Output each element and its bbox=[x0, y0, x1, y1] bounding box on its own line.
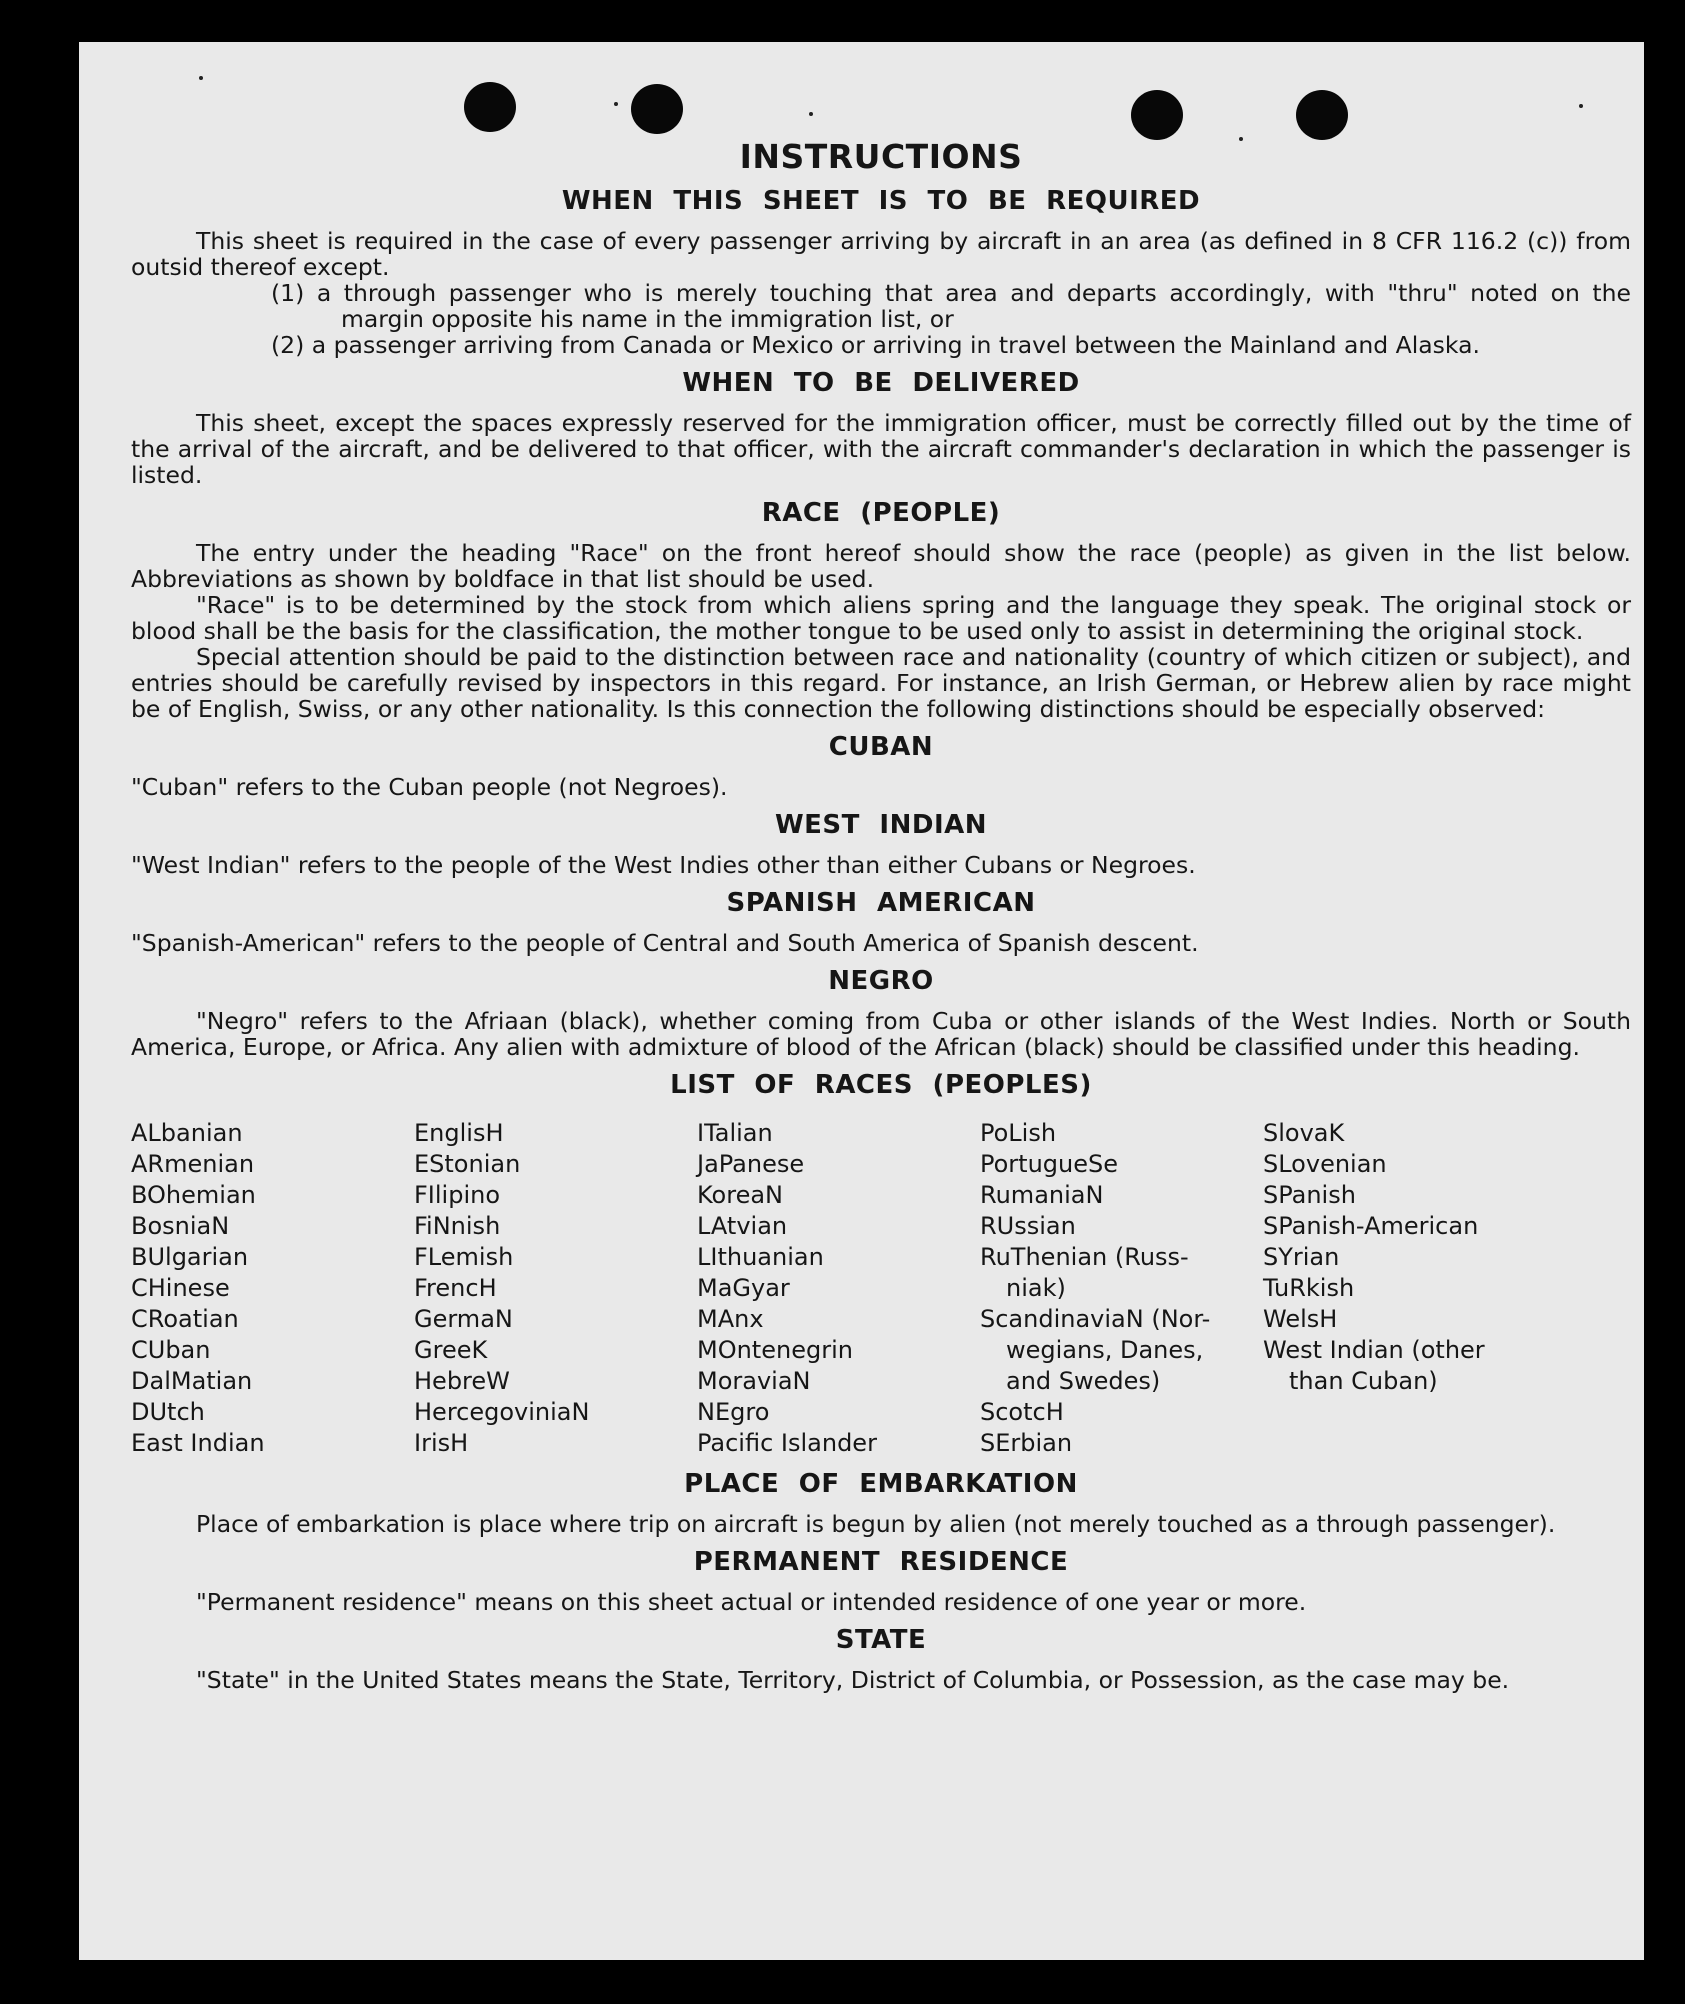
race-entry: CUban bbox=[131, 1336, 211, 1364]
race-entry: IrisH bbox=[414, 1429, 469, 1457]
race-entry: RUssian bbox=[980, 1212, 1076, 1240]
exception-2: (2) a passenger arriving from Canada or Mexico or arriving in travel between the Mainland and Alaska. bbox=[271, 331, 1480, 359]
race-entry: HebreW bbox=[414, 1367, 510, 1395]
race-entry: MOntenegrin bbox=[697, 1336, 853, 1364]
west-indian-text: "West Indian" refers to the people of the West Indies other than either Cubans or Negroes. bbox=[131, 851, 1196, 879]
speck bbox=[809, 112, 813, 116]
heading-west-indian: WEST INDIAN bbox=[774, 810, 988, 840]
race-entry: HercegoviniaN bbox=[414, 1398, 590, 1426]
punch-hole bbox=[464, 82, 516, 132]
race-entry: ScandinaviaN (Nor- bbox=[980, 1305, 1211, 1333]
race-entry: NEgro bbox=[697, 1398, 770, 1426]
embarkation-text: Place of embarkation is place where trip on aircraft is begun by alien (not merely touched as a through passenger). bbox=[196, 1510, 1556, 1538]
cuban-text: "Cuban" refers to the Cuban people (not Negroes). bbox=[131, 773, 728, 801]
heading-spanish-american: SPANISH AMERICAN bbox=[726, 888, 1036, 918]
race-entry: West Indian (other bbox=[1263, 1336, 1485, 1364]
race-entry: SLovenian bbox=[1263, 1150, 1387, 1178]
punch-hole bbox=[1296, 90, 1348, 140]
when-required-intro: This sheet is required in the case of every passenger arriving by aircraft in an area (as defined in 8 CFR 116.2 (c)) from outsid thereof except. bbox=[131, 227, 1631, 281]
race-entry: BOhemian bbox=[131, 1181, 256, 1209]
race-entry: RumaniaN bbox=[980, 1181, 1104, 1209]
heading-when-required: WHEN THIS SHEET IS TO BE REQUIRED bbox=[561, 186, 1201, 216]
race-entry: FiNnish bbox=[414, 1212, 501, 1240]
negro-text: "Negro" refers to the Afriaan (black), whether coming from Cuba or other islands of the West Indies. North or South America, Europe, or Africa. Any alien with admixture of blood of the African (black) should be classified under this heading. bbox=[131, 1007, 1631, 1061]
race-entry: FLemish bbox=[414, 1243, 514, 1271]
page-title: INSTRUCTIONS bbox=[739, 137, 1023, 176]
punch-hole bbox=[1131, 90, 1183, 140]
race-entry: MaGyar bbox=[697, 1274, 790, 1302]
race-entry: GreeK bbox=[414, 1336, 488, 1364]
race-entry: BUlgarian bbox=[131, 1243, 249, 1271]
heading-permanent-residence: PERMANENT RESIDENCE bbox=[693, 1547, 1069, 1577]
race-entry: TuRkish bbox=[1263, 1274, 1355, 1302]
race-entry: SPanish bbox=[1263, 1181, 1356, 1209]
permanent-residence-text: "Permanent residence" means on this sheet actual or intended residence of one year or more. bbox=[196, 1588, 1307, 1616]
race-entry: EnglisH bbox=[414, 1119, 504, 1147]
race-entry: PortugueSe bbox=[980, 1150, 1118, 1178]
race-entry: Pacific Islander bbox=[697, 1429, 877, 1457]
race-paragraph-3: Special attention should be paid to the distinction between race and nationality (country of which citizen or subject), and entries should be carefully revised by inspectors in this regard. For instance, an Irish German, or Hebrew alien by race might be of English, Swiss, or any other nationality. Is this connection the following distinctions should be especially observed: bbox=[131, 643, 1631, 723]
heading-when-delivered: WHEN TO BE DELIVERED bbox=[682, 368, 1080, 398]
race-entry: ScotcH bbox=[980, 1398, 1064, 1426]
race-entry: CHinese bbox=[131, 1274, 230, 1302]
race-entry: FIlipino bbox=[414, 1181, 501, 1209]
race-entry: LIthuanian bbox=[697, 1243, 824, 1271]
document-page bbox=[79, 42, 1644, 1960]
race-entry-continued: wegians, Danes, bbox=[1006, 1336, 1204, 1364]
races-column-1 bbox=[131, 1118, 414, 1459]
instructions-body bbox=[131, 137, 1631, 1693]
race-entry: GermaN bbox=[414, 1305, 513, 1333]
race-entry: SlovaK bbox=[1263, 1119, 1345, 1147]
heading-race: RACE (PEOPLE) bbox=[761, 498, 1001, 528]
state-text: "State" in the United States means the State, Territory, District of Columbia, or Possession, as the case may be. bbox=[196, 1666, 1510, 1694]
heading-negro: NEGRO bbox=[828, 966, 934, 996]
race-entry-continued: and Swedes) bbox=[1006, 1367, 1161, 1395]
race-entry: JaPanese bbox=[697, 1150, 805, 1178]
heading-embarkation: PLACE OF EMBARKATION bbox=[684, 1469, 1078, 1499]
race-entry-continued: than Cuban) bbox=[1289, 1367, 1438, 1395]
race-entry: PoLish bbox=[980, 1119, 1057, 1147]
heading-cuban: CUBAN bbox=[828, 732, 934, 762]
races-column-2 bbox=[414, 1118, 697, 1459]
race-paragraph-1: The entry under the heading "Race" on the front hereof should show the race (people) as given in the list below. Abbreviations as shown by boldface in that list should be used. bbox=[131, 539, 1631, 593]
race-entry: East Indian bbox=[131, 1429, 265, 1457]
races-column-3 bbox=[697, 1118, 980, 1459]
race-entry: MoraviaN bbox=[697, 1367, 811, 1395]
punch-hole bbox=[631, 84, 683, 134]
spanish-american-text: "Spanish-American" refers to the people of Central and South America of Spanish descent. bbox=[131, 929, 1199, 957]
race-entry: LAtvian bbox=[697, 1212, 788, 1240]
races-table bbox=[131, 1118, 1631, 1459]
race-entry: SErbian bbox=[980, 1429, 1073, 1457]
race-entry-continued: niak) bbox=[1006, 1274, 1066, 1302]
heading-state: STATE bbox=[835, 1625, 927, 1655]
races-column-5 bbox=[1263, 1118, 1546, 1459]
exception-1: (1) a through passenger who is merely touching that area and departs accordingly, with "thru" noted on the margin opposite his name in the immigration list, or bbox=[271, 279, 1631, 333]
race-entry: EStonian bbox=[414, 1150, 521, 1178]
race-entry: RuThenian (Russ- bbox=[980, 1243, 1189, 1271]
speck bbox=[199, 76, 203, 80]
race-entry: SYrian bbox=[1263, 1243, 1340, 1271]
race-entry: CRoatian bbox=[131, 1305, 239, 1333]
race-entry: ARmenian bbox=[131, 1150, 255, 1178]
race-entry: MAnx bbox=[697, 1305, 764, 1333]
race-entry: WelsH bbox=[1263, 1305, 1338, 1333]
heading-list-of-races: LIST OF RACES (PEOPLES) bbox=[670, 1070, 1092, 1100]
race-entry: DalMatian bbox=[131, 1367, 253, 1395]
speck bbox=[614, 102, 618, 106]
speck bbox=[1579, 104, 1583, 108]
race-paragraph-2: "Race" is to be determined by the stock from which aliens spring and the language they speak. The original stock or blood shall be the basis for the classification, the mother tongue to be used only to assist in determining the original stock. bbox=[131, 591, 1631, 645]
race-entry: FrencH bbox=[414, 1274, 497, 1302]
race-entry: DUtch bbox=[131, 1398, 205, 1426]
race-entry: BosniaN bbox=[131, 1212, 230, 1240]
races-column-4 bbox=[980, 1118, 1263, 1459]
race-entry: KoreaN bbox=[697, 1181, 783, 1209]
race-entry: SPanish-American bbox=[1263, 1212, 1479, 1240]
race-entry: ALbanian bbox=[131, 1119, 243, 1147]
when-delivered-text: This sheet, except the spaces expressly reserved for the immigration officer, must be correctly filled out by the time of the arrival of the aircraft, and be delivered to that officer, with the aircraft commander's declaration in which the passenger is listed. bbox=[131, 409, 1631, 489]
race-entry: ITalian bbox=[697, 1119, 773, 1147]
